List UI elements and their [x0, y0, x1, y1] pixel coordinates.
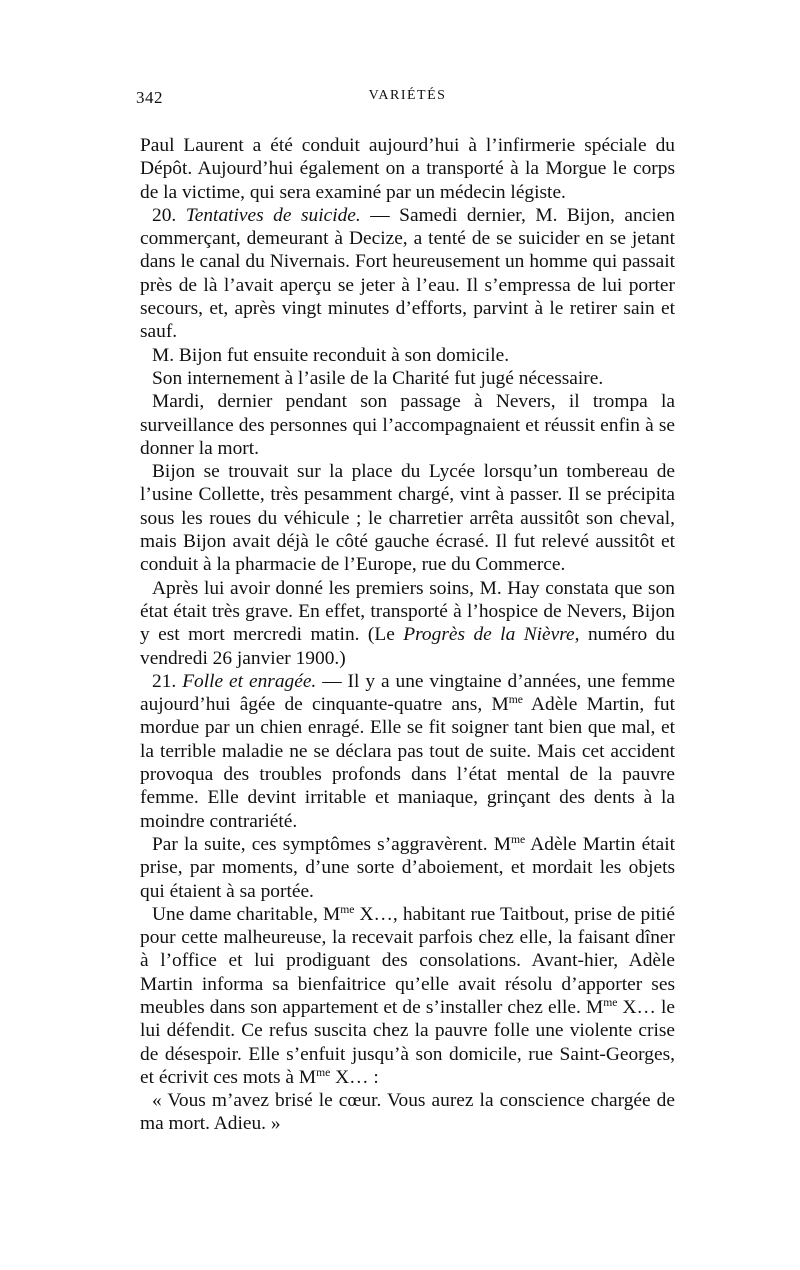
text-segment: Après lui avoir donné les premiers soins, M. Hay constata que son état était très grave. En effet, transporté à l’hospice de Nevers, Bijon y est mort mercredi matin. (Le — [140, 577, 675, 646]
text-segment: Bijon se trouvait sur la place du Lycée lorsqu’un tombereau de l’usine Collette, très pesamment chargé, vint à passer. Il se précipita sous les roues du véhicule ; le charretier arrêta aussitôt son cheval, mais Bijon avait déjà le côté gauche écrasé. Il fut relevé aussitôt et conduit à la pharmacie de l’Europe, rue du Commerce. — [140, 461, 675, 576]
superscript: me — [510, 832, 526, 846]
paragraph — [140, 577, 675, 670]
text-segment: X… le lui défendit. Ce refus suscita chez la pauvre folle une violente crise de désespoir. Elle s’enfuit jusqu’à son domicile, rue Saint-Georges, et écrivit ces mots à M — [140, 996, 675, 1088]
text-segment: Par la suite, ces symptômes s’aggravèrent. M — [152, 833, 511, 855]
paragraph — [140, 903, 675, 1089]
body-text — [140, 134, 675, 1136]
paragraph — [140, 390, 675, 460]
text-segment: 20. — [152, 204, 186, 226]
text-segment: X… : — [330, 1066, 379, 1088]
superscript: me — [508, 693, 523, 707]
text-segment: 21. — [152, 670, 183, 692]
text-segment: — Il y a une vingtaine d’années, une femme aujourd’hui âgée de cinquante-quatre ans, M — [140, 670, 675, 716]
italic-text: Progrès de la Nièvre — [403, 624, 575, 646]
text-segment: Une dame charitable, M — [152, 903, 341, 925]
paragraph — [140, 204, 675, 344]
italic-text: Folle et enragée. — [182, 670, 317, 692]
text-segment: Son internement à l’asile de la Charité fut jugé nécessaire. — [152, 367, 604, 389]
text-segment: X…, habitant rue Taitbout, prise de pitié pour cette malheureuse, la recevait parfois chez elle, la faisant dîner à l’office et lui prodiguant des consolations. Avant-hier, Adèle Martin informa sa bienfaitrice qu’elle avait résolu d’apporter ses meubles dans son appartement et de s’installer chez elle. M — [140, 903, 675, 1018]
text-segment: M. Bijon fut ensuite reconduit à son domicile. — [152, 344, 510, 366]
paragraph — [140, 344, 675, 367]
superscript: me — [603, 996, 618, 1010]
paragraph — [140, 1089, 675, 1136]
text-segment: — Samedi dernier, M. Bijon, ancien commerçant, demeurant à Decize, a tenté de se suicider en se jetant dans le canal du Nivernais. Fort heureusement un homme qui passait près de là l’avait aperçu se jeter à l’eau. Il s’empressa de lui porter secours, et, après vingt minutes d’efforts, parvint à le retirer sain et sauf. — [140, 204, 675, 343]
page-number: 342 — [136, 88, 163, 107]
text-segment: Adèle Martin, fut mordue par un chien enragé. Elle se fit soigner tant bien que mal, et la terrible maladie ne se déclara pas tout de suite. Mais cet accident provoqua des troubles profonds dans l’état mental de la pauvre femme. Elle devint irritable et maniaque, grinçant des dents à la moindre contrariété. — [140, 694, 675, 832]
text-segment: Mardi, dernier pendant son passage à Nevers, il trompa la surveillance des personnes qui l’accompagnaient et réussit enfin à se donner la mort. — [140, 391, 675, 459]
paragraph — [140, 367, 675, 390]
superscript: me — [316, 1065, 331, 1079]
running-head — [136, 88, 675, 114]
text-segment: , numéro du vendredi 26 janvier 1900.) — [140, 624, 676, 669]
running-title: VARIÉTÉS — [368, 88, 447, 103]
paragraph — [140, 134, 675, 204]
text-segment: Adèle Martin était prise, par moments, d’une sorte d’aboiement, et mordait les objets qui étaient à sa portée. — [140, 833, 675, 902]
text-segment: Paul Laurent a été conduit aujourd’hui à l’infirmerie spéciale du Dépôt. Aujourd’hui également on a transporté à la Morgue le corps de la victime, qui sera examiné par un médecin légiste. — [140, 135, 675, 203]
book-page — [136, 88, 676, 1136]
superscript: me — [340, 902, 355, 916]
paragraph — [140, 670, 675, 833]
paragraph — [140, 460, 675, 576]
paragraph — [140, 833, 675, 903]
text-segment: « Vous m’avez brisé le cœur. Vous aurez la conscience chargée de ma mort. Adieu. » — [140, 1090, 675, 1135]
italic-text: Tentatives de suicide. — [185, 204, 361, 226]
